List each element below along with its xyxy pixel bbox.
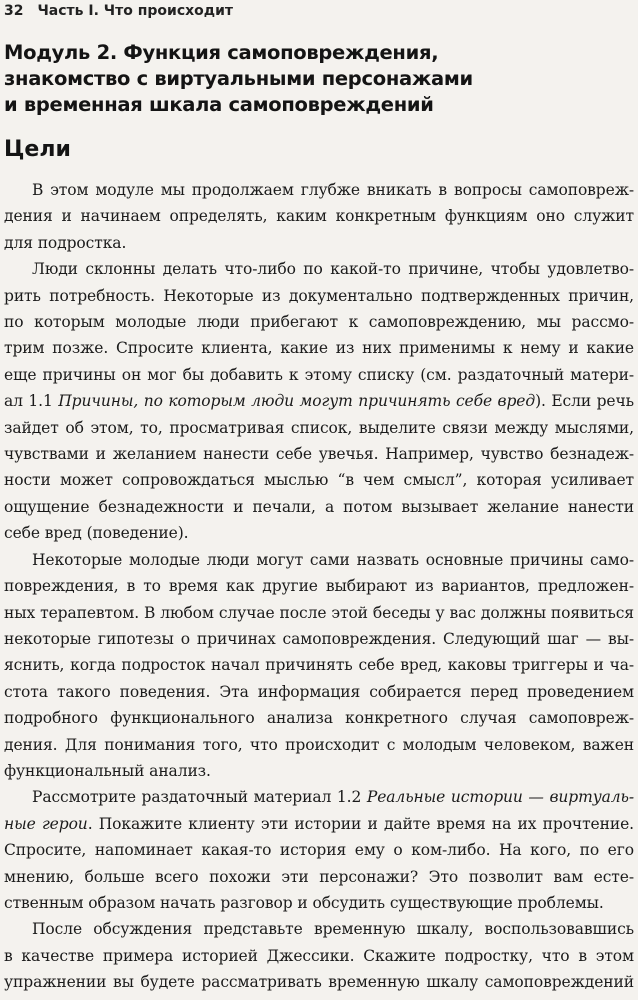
- text-run: Некоторые молодые люди могут сами назвать основные причины само-: [32, 550, 634, 569]
- text-line: [0, 256, 638, 282]
- text-run: стота такого поведения. Эта информация собирается перед проведением: [4, 682, 634, 701]
- text-run: упражнении вы будете рассматривать временную шкалу самоповреждений: [4, 973, 634, 992]
- text-run: ). Если речь: [535, 392, 634, 411]
- module-title: [4, 40, 632, 118]
- text-line: [0, 230, 638, 256]
- running-head: [4, 2, 634, 20]
- text-run: Спросите, напоминает какая-то история ему о ком-либо. На кого, по его: [4, 841, 634, 860]
- text-line: [0, 943, 638, 969]
- text-line: [0, 309, 638, 335]
- module-title-line: знакомство с виртуальными персонажами: [4, 67, 473, 90]
- text-line: [0, 916, 638, 942]
- text-run: ных терапевтом. В любом случае после этой беседы у вас должны появиться: [4, 603, 634, 622]
- text-run: рить потребность. Некоторые из документально подтвержденных причин,: [4, 286, 634, 305]
- text-run: для подростка.: [4, 233, 127, 252]
- text-run: ощущение безнадежности и печали, а потом вызывает желание нанести: [4, 497, 634, 516]
- text-line: [0, 494, 638, 520]
- text-run: еще причины он мог бы добавить к этому списку (см. раздаточный матери-: [4, 365, 634, 384]
- text-line: [0, 177, 638, 203]
- text-run: дения. Для понимания того, что происходит с молодым человеком, важен: [4, 735, 634, 754]
- text-run: После обсуждения представьте временную шкалу, воспользовавшись: [32, 920, 634, 939]
- text-line: [0, 732, 638, 758]
- paragraph: [0, 177, 638, 256]
- text-run: некоторые гипотезы о причинах самоповреждения. Следующий шаг — вы-: [4, 629, 634, 648]
- text-run: ности может сопровождаться мыслью “в чем смысл”, которая усиливает: [4, 471, 634, 490]
- text-run: дения и начинаем определять, каким конкретным функциям оно служит: [4, 207, 634, 226]
- text-run: ственным образом начать разговор и обсудить существующие проблемы.: [4, 893, 604, 912]
- text-run: в качестве примера историей Джессики. Скажите подростку, что в этом: [4, 946, 634, 965]
- text-line: [0, 890, 638, 916]
- text-run: яснить, когда подросток начал причинять себе вред, каковы триггеры и ча-: [4, 656, 634, 675]
- paragraph: [0, 916, 638, 995]
- text-line: [0, 679, 638, 705]
- body-text: [0, 177, 638, 996]
- text-line: [0, 520, 638, 546]
- text-line: [0, 467, 638, 493]
- text-run: подробного функционального анализа конкретного случая самоповреж-: [4, 709, 634, 728]
- text-run: . Покажите клиенту эти истории и дайте время на их прочтение.: [87, 814, 634, 833]
- text-line: [0, 547, 638, 573]
- module-title-line: и временная шкала самоповреждений: [4, 93, 434, 116]
- text-line: [0, 705, 638, 731]
- text-line: [0, 362, 638, 388]
- paragraph: [0, 256, 638, 546]
- text-line: [0, 864, 638, 890]
- section-title: Цели: [4, 137, 71, 162]
- text-line: [0, 784, 638, 810]
- italic-text: ные герои: [4, 814, 88, 833]
- text-line: [0, 388, 638, 414]
- text-run: себе вред (поведение).: [4, 524, 189, 543]
- text-line: [0, 203, 638, 229]
- text-line: [0, 600, 638, 626]
- text-run: повреждения, в то время как другие выбирают из вариантов, предложен-: [4, 577, 634, 596]
- text-run: Люди склонны делать что-либо по какой-то причине, чтобы удовлетво-: [32, 260, 634, 279]
- text-line: [0, 573, 638, 599]
- page-number: 32: [4, 3, 24, 19]
- text-run: чувствами и желанием нанести себе увечья. Например, чувство безнадеж-: [4, 445, 634, 464]
- text-line: [0, 335, 638, 361]
- italic-text: Реальные истории — виртуаль-: [366, 788, 634, 807]
- paragraph: [0, 547, 638, 785]
- text-run: мнению, больше всего похожи эти персонажи? Это позволит вам есте-: [4, 867, 634, 886]
- text-line: [0, 652, 638, 678]
- paragraph: [0, 784, 638, 916]
- text-run: ал 1.1: [4, 392, 59, 411]
- module-title-line: Модуль 2. Функция самоповреждения,: [4, 41, 439, 64]
- text-line: [0, 283, 638, 309]
- text-line: [0, 626, 638, 652]
- text-line: [0, 837, 638, 863]
- text-run: по которым молодые люди прибегают к самоповреждению, мы рассмо-: [4, 313, 634, 332]
- text-line: [0, 758, 638, 784]
- text-run: Рассмотрите раздаточный материал 1.2: [32, 788, 367, 807]
- italic-text: Причины, по которым люди могут причинять себе вред: [58, 392, 536, 411]
- text-line: [0, 969, 638, 995]
- text-line: [0, 811, 638, 837]
- running-head-section: Часть I. Что происходит: [37, 3, 234, 19]
- text-run: функциональный анализ.: [4, 761, 211, 780]
- text-run: трим позже. Спросите клиента, какие из них применимы к нему и какие: [4, 339, 634, 358]
- text-line: [0, 415, 638, 441]
- text-run: зайдет об этом, то, просматривая список, выделите связи между мыслями,: [4, 418, 634, 437]
- text-run: В этом модуле мы продолжаем глубже вникать в вопросы самоповреж-: [32, 181, 634, 199]
- text-line: [0, 441, 638, 467]
